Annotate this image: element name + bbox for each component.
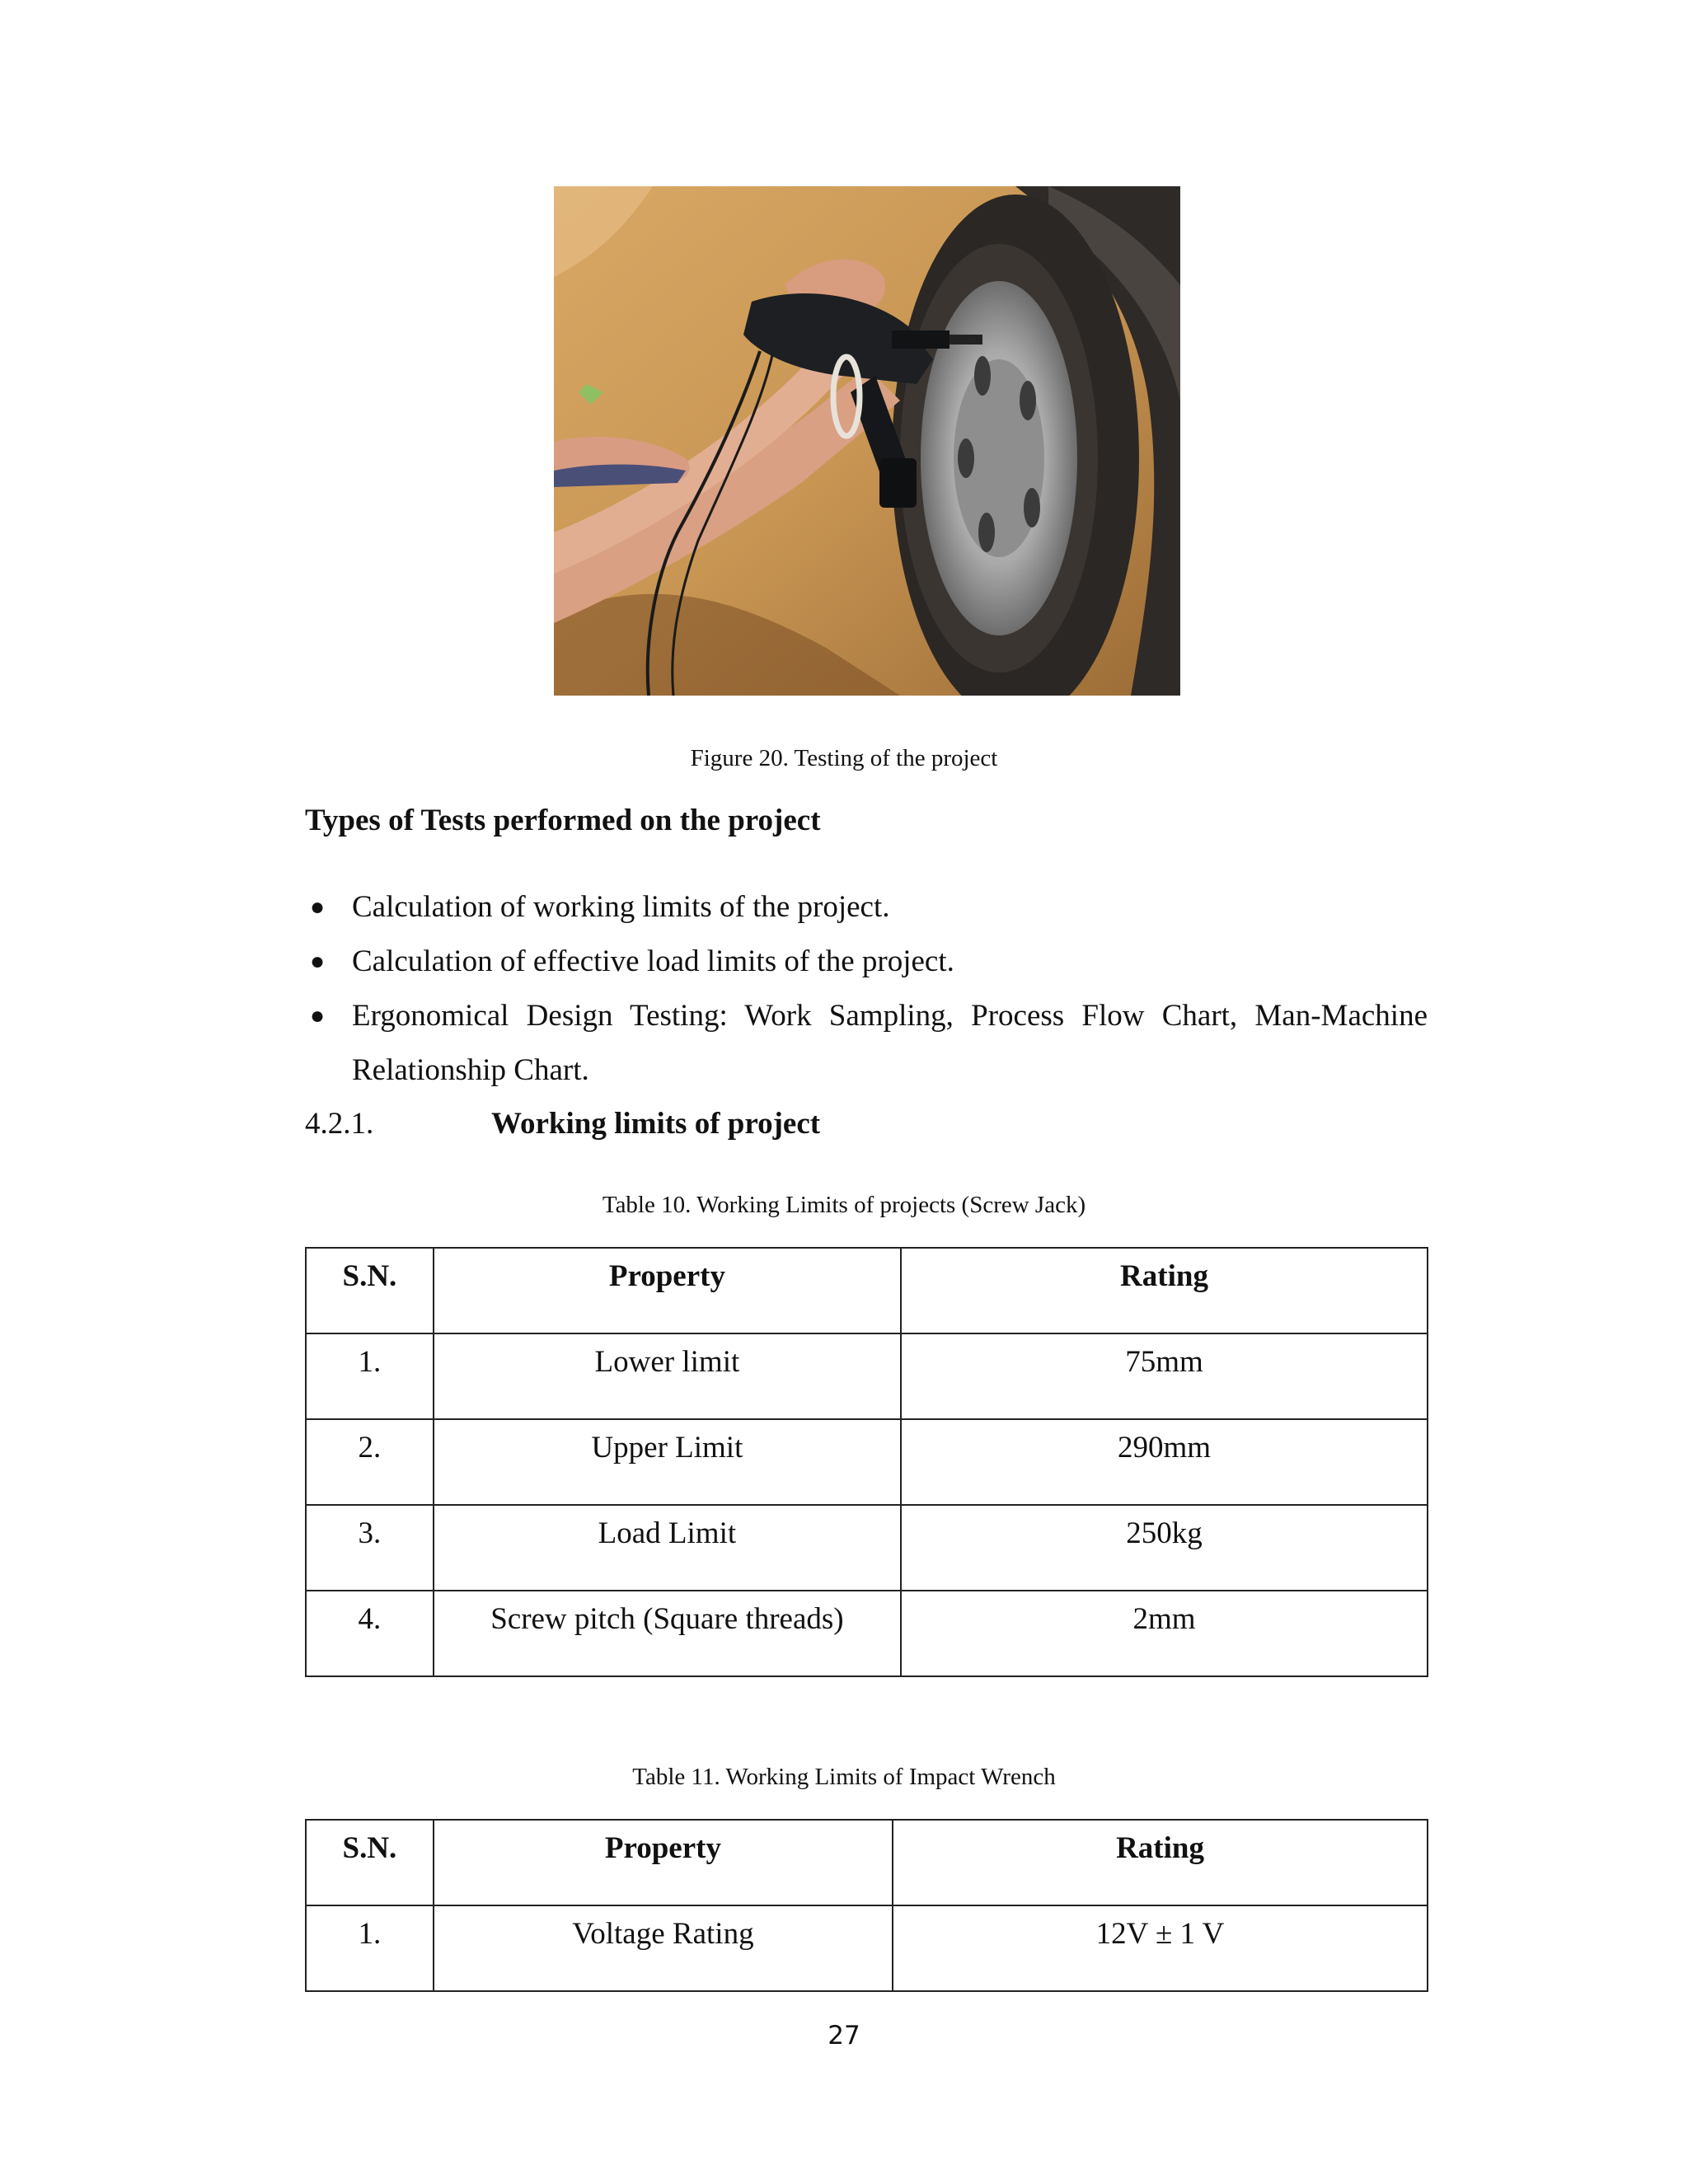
table-row — [306, 1419, 1428, 1505]
bullet-icon: ● — [310, 948, 326, 975]
cell-rating: 2mm — [901, 1591, 1428, 1676]
cell-sn: 1. — [306, 1905, 434, 1991]
cell-rating: 12V ± 1 V — [893, 1905, 1428, 1991]
testing-photo — [554, 186, 1180, 696]
header-rating: Rating — [901, 1248, 1428, 1333]
list-item-text: Ergonomical Design Testing: Work Sampling, Process Flow Chart, Man-Machine Relationship Chart. — [352, 999, 1428, 1087]
table-row — [306, 1591, 1428, 1676]
figure-caption: Figure 20. Testing of the project — [690, 745, 998, 771]
header-rating: Rating — [893, 1820, 1428, 1905]
table10-caption: Table 10. Working Limits of projects (Screw Jack) — [602, 1192, 1086, 1218]
subsection-number: 4.2.1. — [305, 1107, 374, 1141]
cell-sn: 2. — [306, 1419, 434, 1505]
list-item — [305, 989, 1428, 1098]
bullet-icon: ● — [310, 1002, 326, 1029]
testing-photo-illustration — [554, 186, 1180, 696]
header-property: Property — [434, 1820, 893, 1905]
table11-caption: Table 11. Working Limits of Impact Wrench — [632, 1764, 1056, 1790]
list-item — [305, 935, 1428, 989]
table-header-row — [306, 1248, 1428, 1333]
header-sn: S.N. — [306, 1248, 434, 1333]
cell-property: Upper Limit — [434, 1419, 901, 1505]
subsection-heading — [305, 1106, 820, 1141]
cell-property: Screw pitch (Square threads) — [434, 1591, 901, 1676]
page-number: 27 — [828, 2021, 860, 2050]
table-row — [306, 1905, 1428, 1991]
cell-sn: 4. — [306, 1591, 434, 1676]
cell-property: Load Limit — [434, 1505, 901, 1591]
table-row — [306, 1505, 1428, 1591]
cell-rating: 290mm — [901, 1419, 1428, 1505]
test-types-list — [305, 880, 1428, 1098]
table-row — [306, 1333, 1428, 1419]
section-heading: Types of Tests performed on the project — [305, 804, 821, 837]
cell-rating: 75mm — [901, 1333, 1428, 1419]
bullet-icon: ● — [310, 893, 326, 921]
screw-jack-limits-table — [305, 1247, 1428, 1677]
table-header-row — [306, 1820, 1428, 1905]
cell-rating: 250kg — [901, 1505, 1428, 1591]
list-item — [305, 880, 1428, 935]
subsection-title: Working limits of project — [491, 1107, 821, 1141]
cell-property: Voltage Rating — [434, 1905, 893, 1991]
list-item-text: Calculation of effective load limits of the project. — [352, 944, 954, 978]
header-sn: S.N. — [306, 1820, 434, 1905]
cell-sn: 3. — [306, 1505, 434, 1591]
cell-property: Lower limit — [434, 1333, 901, 1419]
impact-wrench-limits-table — [305, 1819, 1428, 1992]
header-property: Property — [434, 1248, 901, 1333]
cell-sn: 1. — [306, 1333, 434, 1419]
list-item-text: Calculation of working limits of the project. — [352, 890, 890, 924]
